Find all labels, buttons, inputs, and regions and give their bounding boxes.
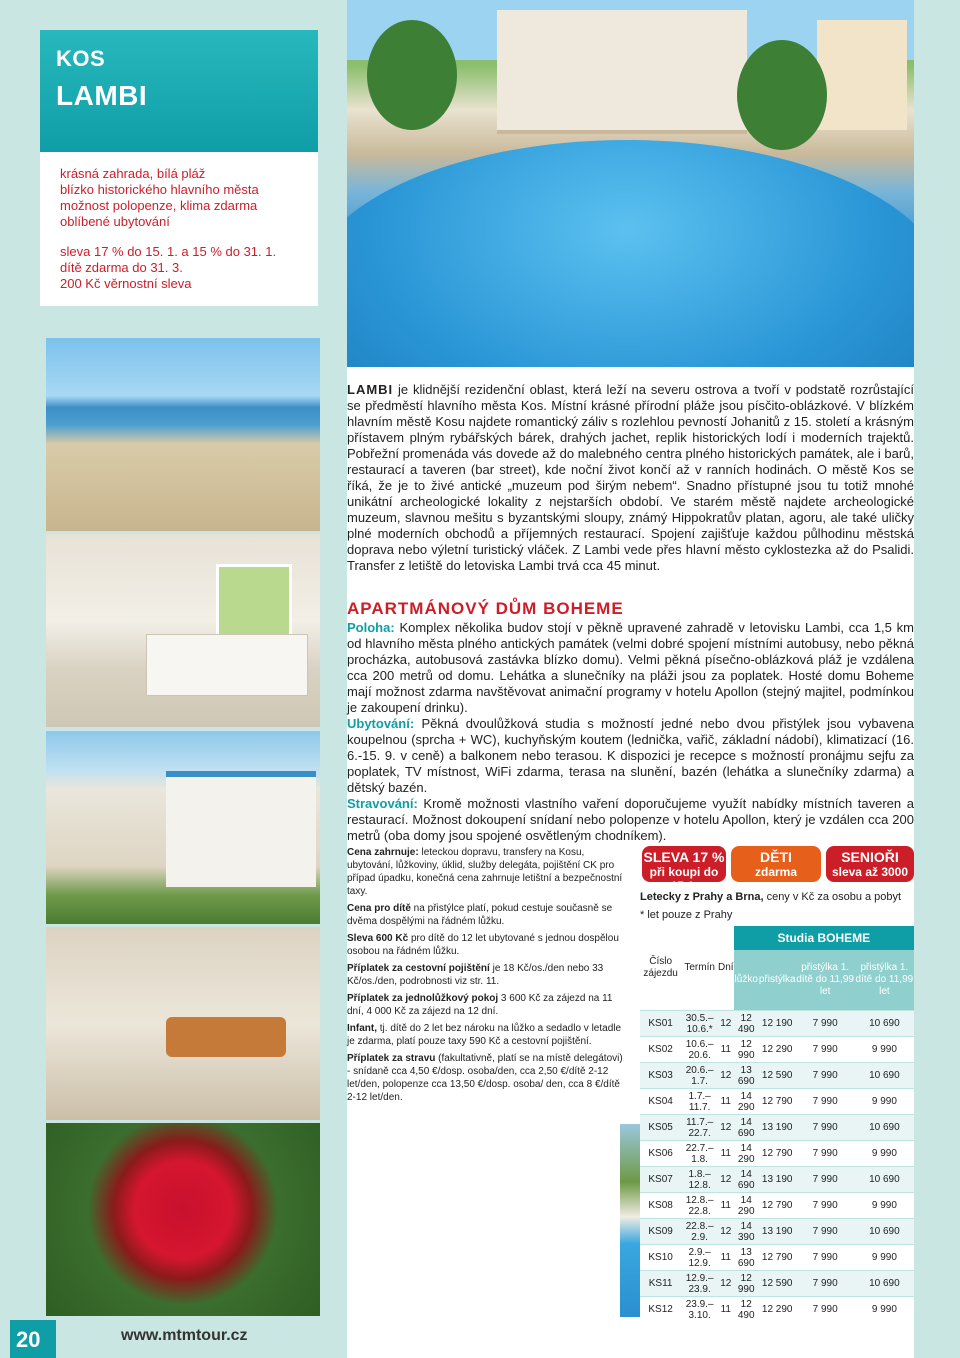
table-cell: 12 790 [759, 1245, 796, 1271]
table-cell: 7 990 [796, 1193, 855, 1219]
table-cell: 9 990 [855, 1089, 914, 1115]
location-text: Komplex několika budov stojí v pěkně upravené zahradě v letovisku Lambi, cca 1,5 km od hlavního města plného antických památek (velmi dobré spojení místními autobusy, nebo pěkná procházka, autobusová zastávka blízko domu). Velmi pěkná písečno-oblázková pláž je vzdálena cca 200 metrů od domu. Lehátka a slunečníky na pláži jsou za poplatek. Hosté domu Boheme mají možnost zdarma navštěvovat animační programy v hotelu Apollon (stejný majitel, podmínkou je zakoupení drinku). [347, 620, 914, 715]
flight-info: Letecky z Prahy a Brna, ceny v Kč za osobu a pobyt [640, 891, 902, 903]
table-cell: 9 990 [855, 1297, 914, 1323]
building-photo [46, 731, 320, 924]
meals-label: Stravování: [347, 796, 418, 811]
table-cell: KS04 [640, 1089, 681, 1115]
table-row [640, 1115, 914, 1141]
section-title: APARTMÁNOVÝ DŮM BOHEME [347, 599, 624, 618]
beach-photo [46, 338, 320, 531]
table-cell: 11 [718, 1037, 734, 1063]
table-cell: KS02 [640, 1037, 681, 1063]
table-cell: 20.6.–1.7. [681, 1063, 718, 1089]
table-cell: 10 690 [855, 1115, 914, 1141]
table-row [640, 1089, 914, 1115]
table-cell: 12 290 [759, 1037, 796, 1063]
table-cell: KS05 [640, 1115, 681, 1141]
table-cell: 10 690 [855, 1271, 914, 1297]
table-cell: KS01 [640, 1011, 681, 1037]
table-cell: 12 190 [759, 1011, 796, 1037]
table-cell: 12 990 [734, 1037, 759, 1063]
group-header: Studia BOHEME [734, 926, 914, 950]
table-cell: 12.8.–22.8. [681, 1193, 718, 1219]
intro-text: je klidnější rezidenční oblast, která leží na severu ostrova a tvoří v podstatě rozrůstající se předměstí hlavního města Kos. Místní krásné přírodní pláže jsou písčito-oblázkové. V blízkém hlavním městě Kosu najdete romantický záliv s rozlehlou pevností Johanitů z 15. století a krásným přístavem plným rybářských bárek, drahých jachet, replik historických lodí i moderních trajektů. Pobřežní promenáda vás dovede až do malebného centra plného historických památek, ale i barů, restaurací a taveren (bar street), kde noční život končí až v ranních hodinách. O městě Kos se říká, že je to živé antické „muzeum pod širým nebem“. Snadno přístupné jsou tu totiž mnohé unikátní archeologické lokality z nejstarších období. Ve starém městě najdete archeologické muzeum, slavnou mešitu s byzantskými sloupy, známý Hippokratův platan, agoru, ale také uličky plné moderních obchodů a příjemných restaurací. Spojení zajišťuje každou půlhodinu městská doprava nebo výletní turistický vláček. Z Lambi vede přes hlavní město cyklostezka až do Psalidi. Transfer z letiště do letoviska Lambi trvá cca 45 minut. [347, 382, 914, 573]
table-cell: 7 990 [796, 1219, 855, 1245]
table-cell: 30.5.–10.6.* [681, 1011, 718, 1037]
note-item: Cena pro dítě na přistýlce platí, pokud cestuje současně se dvěma dospělými na řádném lůžku. [347, 903, 613, 927]
table-cell: 13 190 [759, 1115, 796, 1141]
senior-discount-badge: SENIOŘI sleva až 3000 [826, 846, 914, 882]
table-row [640, 1063, 914, 1089]
table-cell: 13 690 [734, 1063, 759, 1089]
table-cell: 1.8.–12.8. [681, 1167, 718, 1193]
table-cell: 12.9.–23.9. [681, 1271, 718, 1297]
table-row [640, 1011, 914, 1037]
table-row [640, 1219, 914, 1245]
table-cell: 7 990 [796, 1115, 855, 1141]
table-cell: 11 [718, 1297, 734, 1323]
table-cell: 14 290 [734, 1089, 759, 1115]
table-row [640, 1167, 914, 1193]
location-label: Poloha: [347, 620, 395, 635]
highlight-item: možnost polopenze, klima zdarma [60, 198, 258, 213]
table-cell: 7 990 [796, 1167, 855, 1193]
pool-photo [347, 0, 914, 367]
table-cell: 12 590 [759, 1063, 796, 1089]
destination-title-box [40, 30, 318, 152]
highlight-item: dítě zdarma do 31. 3. [60, 260, 183, 275]
table-cell: 12 990 [734, 1271, 759, 1297]
table-row [640, 1245, 914, 1271]
discount-badge: SLEVA 17 % při koupi do 15.1. [642, 846, 726, 882]
table-cell: 22.7.–1.8. [681, 1141, 718, 1167]
intro-heading: LAMBI [347, 382, 394, 397]
table-cell: KS03 [640, 1063, 681, 1089]
table-cell: 12 [718, 1271, 734, 1297]
right-teal-band [914, 0, 960, 1358]
highlight-item: oblíbené ubytování [60, 214, 170, 229]
col-header: Číslo zájezdu [643, 956, 678, 979]
col-header: přistýlka 1. dítě do 11,99 let [796, 950, 855, 1011]
table-cell: 10 690 [855, 1011, 914, 1037]
col-header: přistýlka [759, 950, 796, 1011]
table-cell: 12 [718, 1115, 734, 1141]
lobby-photo [46, 927, 320, 1120]
note-item: Cena zahrnuje: leteckou dopravu, transfery na Kosu, ubytování, lůžkoviny, úklid, služby delegáta, pojištění CK pro případ úpadku, konečná cena zahrnuje letištní a bezpečnostní taxy. [347, 847, 623, 897]
highlight-item: krásná zahrada, bílá pláž [60, 166, 206, 181]
table-cell: 11 [718, 1193, 734, 1219]
table-cell: 11 [718, 1089, 734, 1115]
table-cell: KS11 [640, 1271, 681, 1297]
meals-text: Kromě možnosti vlastního vaření doporučujeme využít nabídky místních taveren a restaurací. Možnost dokoupení snídaní nebo polopenze v hotelu Apollon, který je vzdálen cca 200 metrů (oba domy jsou spojené osvětleným chodníkem). [347, 796, 914, 843]
table-cell: 12 [718, 1167, 734, 1193]
col-header: lůžko [734, 950, 759, 1011]
table-cell: 14 290 [734, 1193, 759, 1219]
table-row [640, 1271, 914, 1297]
table-cell: 12 [718, 1219, 734, 1245]
children-free-badge: DĚTI zdarma [731, 846, 821, 882]
flight-note: * let pouze z Prahy [640, 909, 733, 921]
table-cell: 10.6.–20.6. [681, 1037, 718, 1063]
table-cell: KS07 [640, 1167, 681, 1193]
website-url: www.mtmtour.cz [121, 1327, 248, 1344]
table-row [640, 1141, 914, 1167]
table-cell: 1.7.–11.7. [681, 1089, 718, 1115]
table-row [640, 1297, 914, 1323]
table-cell: 7 990 [796, 1271, 855, 1297]
table-cell: 7 990 [796, 1011, 855, 1037]
table-row [640, 1193, 914, 1219]
table-cell: 13 190 [759, 1219, 796, 1245]
hibiscus-photo [46, 1123, 320, 1316]
table-cell: 9 990 [855, 1193, 914, 1219]
intro-paragraph [347, 382, 914, 574]
accommodation-label: Ubytování: [347, 716, 415, 731]
table-cell: 12 290 [759, 1297, 796, 1323]
price-notes [347, 846, 625, 1108]
col-header: Dní [718, 962, 734, 973]
table-cell: 14 690 [734, 1115, 759, 1141]
table-cell: 10 690 [855, 1063, 914, 1089]
table-cell: KS12 [640, 1297, 681, 1323]
table-cell: KS09 [640, 1219, 681, 1245]
table-cell: 12 490 [734, 1297, 759, 1323]
table-cell: 7 990 [796, 1141, 855, 1167]
highlight-item: blízko historického hlavního města [60, 182, 259, 197]
table-cell: 2.9.–12.9. [681, 1245, 718, 1271]
table-cell: 7 990 [796, 1297, 855, 1323]
table-cell: 12 [718, 1063, 734, 1089]
highlight-item: 200 Kč věrnostní sleva [60, 276, 192, 291]
island-name: KOS [56, 46, 106, 71]
table-cell: 14 290 [734, 1141, 759, 1167]
details-paragraph [347, 620, 914, 844]
note-item: Infant, tj. dítě do 2 let bez nároku na lůžko a sedadlo v letadle je zdarma, platí pouze taxy 590 Kč a cestovní pojištění. [347, 1023, 622, 1047]
table-cell: KS08 [640, 1193, 681, 1219]
room-photo [46, 534, 320, 727]
table-cell: 7 990 [796, 1063, 855, 1089]
table-cell: 10 690 [855, 1219, 914, 1245]
table-cell: 23.9.–3.10. [681, 1297, 718, 1323]
table-cell: 10 690 [855, 1167, 914, 1193]
table-cell: 22.8.–2.9. [681, 1219, 718, 1245]
price-table [640, 926, 914, 1322]
table-cell: 12 790 [759, 1141, 796, 1167]
table-cell: 7 990 [796, 1089, 855, 1115]
table-cell: 12 590 [759, 1271, 796, 1297]
table-cell: KS10 [640, 1245, 681, 1271]
table-cell: 11.7.–22.7. [681, 1115, 718, 1141]
col-header: Termín [684, 962, 715, 973]
page-number: 20 [16, 1327, 41, 1352]
note-item: Příplatek za stravu (fakultativně, platí se na místě delegátovi) - snídaně cca 4,50 €/dosp. osoba/den, cca 2,50 €/dítě 2-12 let/den, polopenze cca 13,50 €/dosp. osoba/ den, cca 8 €/dítě 2-12 let/den. [347, 1053, 623, 1103]
table-cell: 14 390 [734, 1219, 759, 1245]
table-cell: KS06 [640, 1141, 681, 1167]
table-cell: 12 [718, 1011, 734, 1037]
note-item: Příplatek za jednolůžkový pokoj 3 600 Kč za zájezd na 11 dní, 4 000 Kč za zájezd na 12 dní. [347, 993, 613, 1017]
table-cell: 12 490 [734, 1011, 759, 1037]
table-cell: 13 690 [734, 1245, 759, 1271]
table-cell: 9 990 [855, 1037, 914, 1063]
table-cell: 11 [718, 1141, 734, 1167]
table-cell: 7 990 [796, 1037, 855, 1063]
highlights-box [40, 152, 318, 306]
table-cell: 11 [718, 1245, 734, 1271]
highlight-item: sleva 17 % do 15. 1. a 15 % do 31. 1. [60, 244, 277, 259]
table-cell: 13 190 [759, 1167, 796, 1193]
table-row [640, 1037, 914, 1063]
resort-name: LAMBI [56, 80, 148, 111]
table-cell: 12 790 [759, 1089, 796, 1115]
table-cell: 7 990 [796, 1245, 855, 1271]
table-cell: 9 990 [855, 1141, 914, 1167]
table-cell: 14 690 [734, 1167, 759, 1193]
note-item: Sleva 600 Kč pro dítě do 12 let ubytované s jednou dospělou osobou na řádném lůžku. [347, 933, 619, 957]
accommodation-text: Pěkná dvoulůžková studia s možností jedné nebo dvou přistýlek jsou vybavena koupelnou (sprcha + WC), kuchyňským koutem (lednička, vařič, základní nádobí), klimatizací (16. 6.-15. 9. v ceně) a balkonem nebo terasou. K dispozici je recepce s možností pronájmu sejfu za poplatek, TV místnost, WiFi zdarma, terasa na slunění, bazén (lehátka a slunečníky zdarma) a dětský bazén. [347, 716, 914, 795]
table-cell: 12 790 [759, 1193, 796, 1219]
table-cell: 9 990 [855, 1245, 914, 1271]
note-item: Příplatek za cestovní pojištění je 18 Kč/os./den nebo 33 Kč/os./den, podrobnosti viz str. 11. [347, 963, 604, 987]
col-header: přistýlka 1. dítě do 11,99 let [855, 950, 914, 1011]
